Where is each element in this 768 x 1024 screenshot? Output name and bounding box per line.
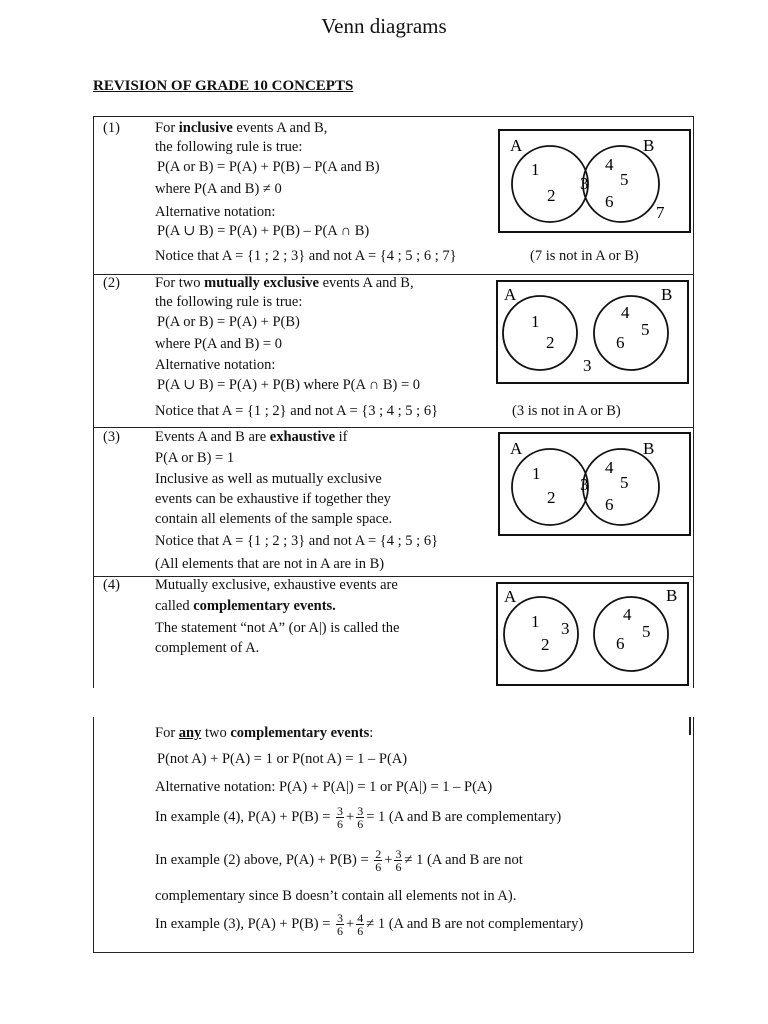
label-b: B bbox=[661, 285, 673, 304]
venn-diagram-mutually-exclusive bbox=[496, 280, 690, 385]
element: 5 bbox=[620, 473, 629, 492]
label-a: A bbox=[504, 587, 517, 606]
element: 6 bbox=[616, 634, 625, 653]
element: 4 bbox=[605, 458, 614, 477]
element: 1 bbox=[532, 464, 541, 483]
s5-example-4: In example (4), P(A) + P(B) = $\frac{3}{6}$ + $\frac{3}{6}$ = 1 (A and B are complementary) bbox=[155, 804, 562, 831]
s4-line4: complement of A. bbox=[155, 640, 260, 656]
element: 3 bbox=[583, 356, 592, 375]
element: 1 bbox=[531, 612, 540, 631]
element: 3 bbox=[580, 174, 589, 193]
s1-notice: Notice that A = {1 ; 2 ; 3} and not A = {4 ; 5 ; 6 ; 7} bbox=[155, 248, 457, 264]
circle-a bbox=[512, 449, 588, 525]
s5-example-2: In example (2) above, P(A) + P(B) = $\frac{2}{6}$ + $\frac{3}{6}$ ≠ 1 (A and B are not bbox=[155, 847, 523, 874]
element: 2 bbox=[547, 186, 556, 205]
venn-diagram-inclusive bbox=[498, 129, 692, 234]
element: 1 bbox=[531, 160, 540, 179]
s5-example-3: In example (3), P(A) + P(B) = $\frac{3}{6}$ + $\frac{4}{6}$ ≠ 1 (A and B are not complementary) bbox=[155, 911, 584, 938]
s2-alt-label: Alternative notation: bbox=[155, 357, 276, 373]
element: 3 bbox=[580, 475, 589, 494]
s3-line1: Events A and B are exhaustive if bbox=[155, 429, 348, 445]
s5-alt-rule: Alternative notation: P(A) + P(A|) = 1 or P(A|) = 1 – P(A) bbox=[155, 779, 493, 795]
s3-line4: events can be exhaustive if together they bbox=[155, 491, 391, 507]
venn-diagram-exhaustive bbox=[498, 432, 692, 537]
s2-line1: For two mutually exclusive events A and B, bbox=[155, 275, 414, 291]
venn-frame bbox=[499, 433, 690, 535]
element: 2 bbox=[547, 488, 556, 507]
s3-line5: contain all elements of the sample space. bbox=[155, 511, 393, 527]
element: 1 bbox=[531, 312, 540, 331]
element: 5 bbox=[642, 622, 651, 641]
venn-frame bbox=[497, 583, 688, 685]
element: 2 bbox=[541, 635, 550, 654]
s4-line3: The statement “not A” (or A|) is called the bbox=[155, 620, 400, 636]
s2-rule: P(A or B) = P(A) + P(B) bbox=[157, 314, 300, 330]
element: 5 bbox=[641, 320, 650, 339]
label-a: A bbox=[510, 439, 523, 458]
label-b: B bbox=[643, 439, 655, 458]
s3-note: (All elements that are not in A are in B) bbox=[155, 556, 385, 572]
s1-alt-label: Alternative notation: bbox=[155, 204, 276, 220]
page-title: Venn diagrams bbox=[321, 14, 447, 38]
s3-line3: Inclusive as well as mutually exclusive bbox=[155, 471, 382, 487]
element: 4 bbox=[605, 155, 614, 174]
s1-rule: P(A or B) = P(A) + P(B) – P(A and B) bbox=[157, 159, 380, 175]
item-number-1: (1) bbox=[103, 120, 120, 136]
label-b: B bbox=[666, 586, 678, 605]
element: 6 bbox=[605, 495, 614, 514]
label-a: A bbox=[504, 285, 517, 304]
s5-line1: For any two complementary events: bbox=[155, 725, 374, 741]
s1-line1: For inclusive events A and B, bbox=[155, 120, 328, 136]
s5-rule: P(not A) + P(A) = 1 or P(not A) = 1 – P(A) bbox=[157, 751, 408, 767]
section-heading: REVISION OF GRADE 10 CONCEPTS bbox=[93, 78, 354, 94]
s5-example-2-cont: complementary since B doesn’t contain all elements not in A). bbox=[155, 888, 517, 904]
s1-condition: where P(A and B) ≠ 0 bbox=[155, 181, 282, 197]
s1-note: (7 is not in A or B) bbox=[530, 248, 639, 264]
s4-line2: called complementary events. bbox=[155, 598, 336, 614]
s2-condition: where P(A and B) = 0 bbox=[155, 336, 282, 352]
circle-b bbox=[594, 296, 668, 370]
label-b: B bbox=[643, 136, 655, 155]
label-a: A bbox=[510, 136, 523, 155]
s2-alt-rule: P(A ∪ B) = P(A) + P(B) where P(A ∩ B) = 0 bbox=[157, 377, 421, 393]
s2-note: (3 is not in A or B) bbox=[512, 403, 621, 419]
element: 7 bbox=[656, 203, 665, 222]
item-number-3: (3) bbox=[103, 429, 120, 445]
s1-line2: the following rule is true: bbox=[155, 139, 303, 155]
venn-diagram-complementary bbox=[496, 582, 690, 687]
box-mark bbox=[689, 717, 691, 735]
item-number-2: (2) bbox=[103, 275, 120, 291]
s3-condition: P(A or B) = 1 bbox=[155, 450, 235, 466]
s1-alt-rule: P(A ∪ B) = P(A) + P(B) – P(A ∩ B) bbox=[157, 223, 370, 239]
element: 3 bbox=[561, 619, 570, 638]
s2-line2: the following rule is true: bbox=[155, 294, 303, 310]
circle-a bbox=[503, 296, 577, 370]
element: 2 bbox=[546, 333, 555, 352]
element: 6 bbox=[616, 333, 625, 352]
s4-line1: Mutually exclusive, exhaustive events are bbox=[155, 577, 398, 593]
row-divider bbox=[93, 427, 694, 428]
element: 5 bbox=[620, 170, 629, 189]
element: 6 bbox=[605, 192, 614, 211]
circle-a bbox=[512, 146, 588, 222]
item-number-4: (4) bbox=[103, 577, 120, 593]
s3-notice: Notice that A = {1 ; 2 ; 3} and not A = {4 ; 5 ; 6} bbox=[155, 533, 439, 549]
element: 4 bbox=[621, 303, 630, 322]
element: 4 bbox=[623, 605, 632, 624]
s2-notice: Notice that A = {1 ; 2} and not A = {3 ; 4 ; 5 ; 6} bbox=[155, 403, 439, 419]
